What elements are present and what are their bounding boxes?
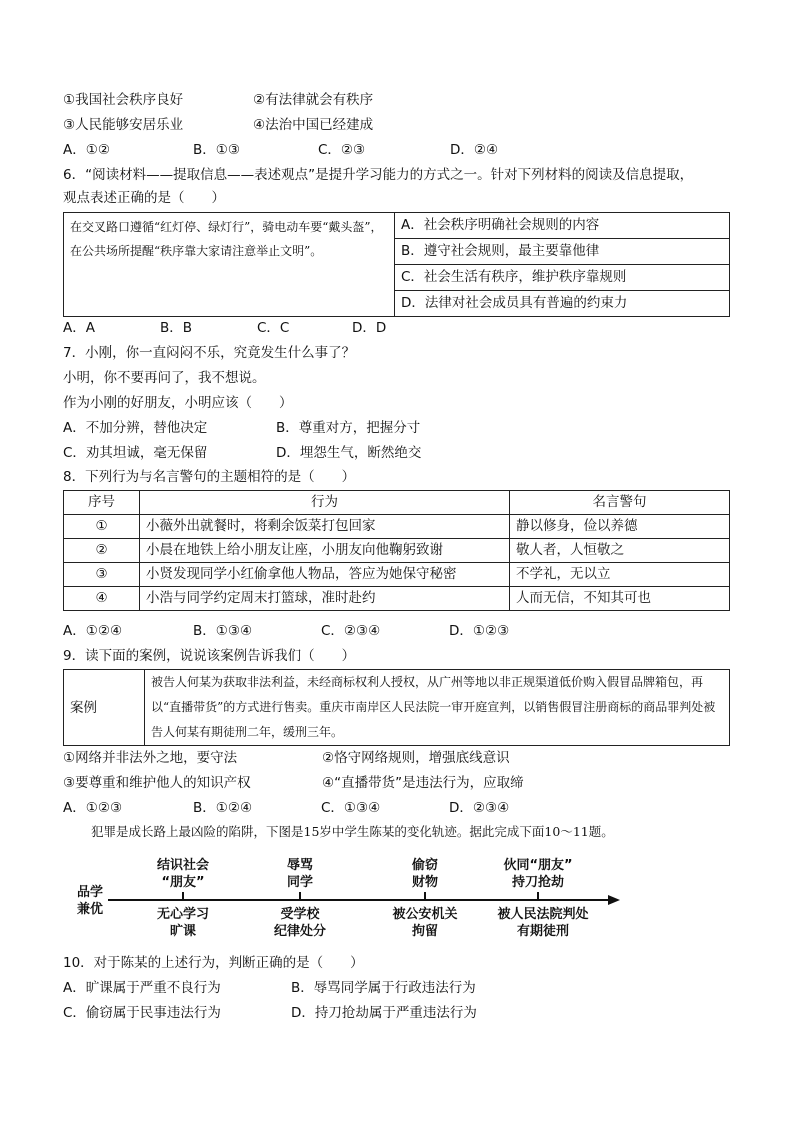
q8-header-quote: 名言警句 (510, 491, 730, 515)
timeline-bottom-4-line2: 有期徒刑 (516, 924, 569, 939)
q6-stem-line2: 观点表述正确的是（ ） (63, 190, 225, 206)
timeline-top-3 (385, 857, 465, 891)
q8-row1-behavior: 小薇外出就餐时，将剩余饭菜打包回家 (140, 515, 510, 539)
q8-row1-quote: 静以修身，俭以养德 (510, 515, 730, 539)
q7-choice-b[interactable]: B．尊重对方，把握分寸 (276, 420, 421, 436)
timeline-top-1 (133, 857, 233, 891)
q8-row3-quote: 不学礼，无以立 (510, 563, 730, 587)
q9-statement-3: ③要尊重和维护他人的知识产权 (63, 775, 251, 791)
q6-option-a: A．社会秩序明确社会规则的内容 (395, 213, 730, 239)
q6-choice-d[interactable]: D．D (352, 320, 387, 336)
timeline-top-4 (488, 857, 588, 891)
timeline-top-1-line2: “朋友” (161, 875, 205, 890)
timeline-start-line2: 兼优 (76, 902, 103, 917)
q8-stem: 8．下列行为与名言警句的主题相符的是（ ） (63, 469, 356, 485)
q5-statement-4: ④法治中国已经建成 (253, 117, 374, 133)
q6-option-c: C．社会生活有秩序，维护秩序靠规则 (395, 265, 730, 291)
q10-choice-b[interactable]: B．辱骂同学属于行政违法行为 (291, 980, 476, 996)
q9-statement-4: ④“直播带货”是违法行为，应取缔 (322, 775, 524, 791)
q9-statement-2: ②恪守网络规则，增强底线意识 (322, 750, 510, 766)
timeline-bottom-1 (133, 906, 233, 940)
timeline-bottom-1-line1: 无心学习 (156, 907, 209, 922)
q8-row1-no: ① (64, 515, 140, 539)
q6-option-b: B．遵守社会规则，最主要靠他律 (395, 239, 730, 265)
q8-row4-behavior: 小浩与同学约定周末打篮球，准时赴约 (140, 587, 510, 611)
q9-choice-c[interactable]: C．①③④ (321, 800, 381, 816)
timeline-top-4-line2: 持刀抢劫 (511, 875, 564, 890)
q8-header-behavior: 行为 (140, 491, 510, 515)
q7-choice-d[interactable]: D．埋怨生气，断然绝交 (276, 445, 422, 461)
q8-choice-c[interactable]: C．②③④ (321, 623, 381, 639)
q7-choice-c[interactable]: C．劝其坦诚，毫无保留 (63, 445, 208, 461)
q8-row4-quote: 人而无信，不知其可也 (510, 587, 730, 611)
q9-case-table (63, 669, 730, 746)
timeline-bottom-3-line2: 拘留 (411, 924, 438, 939)
timeline-intro: 犯罪是成长路上最凶险的陷阱，下图是15岁中学生陈某的变化轨迹。据此完成下面10～11题。 (91, 824, 614, 839)
q5-choice-c[interactable]: C．②③ (318, 142, 366, 158)
table-row (64, 539, 730, 563)
q8-row2-no: ② (64, 539, 140, 563)
q9-stem: 9．读下面的案例，说说该案例告诉我们（ ） (63, 648, 356, 664)
q9-choice-b[interactable]: B．①②④ (193, 800, 253, 816)
q8-row3-behavior: 小贤发现同学小红偷拿他人物品，答应为她保守秘密 (140, 563, 510, 587)
q5-statement-2: ②有法律就会有秩序 (253, 92, 374, 108)
q5-choice-d[interactable]: D．②④ (450, 142, 499, 158)
q10-choice-c[interactable]: C．偷窃属于民事违法行为 (63, 1005, 221, 1021)
q9-case-text: 被告人何某为获取非法利益，未经商标权利人授权，从广州等地以非正规渠道低价购入假冒品牌箱包，再以“直播带货”的方式进行售卖。重庆市南岸区人民法院一审开庭宣判，以销售假冒注册商标的商品罪判处被告人何某有期徒刑二年，缓刑三年。 (145, 670, 730, 746)
q7-choice-a[interactable]: A．不加分辨，替他决定 (63, 420, 208, 436)
q10-choice-a[interactable]: A．旷课属于严重不良行为 (63, 980, 221, 996)
timeline-bottom-2-line1: 受学校 (280, 907, 320, 922)
q8-table (63, 490, 730, 611)
q6-choice-b[interactable]: B．B (160, 320, 193, 336)
q9-choice-a[interactable]: A．①②③ (63, 800, 123, 816)
q9-choice-d[interactable]: D．②③④ (449, 800, 510, 816)
q6-stem-line1: 6．“阅读材料——提取信息——表述观点”是提升学习能力的方式之一。针对下列材料的阅读及信息提取， (63, 167, 694, 183)
q6-choice-a[interactable]: A．A (63, 320, 95, 336)
timeline-top-1-line1: 结识社会 (156, 858, 209, 873)
timeline-start (70, 884, 110, 918)
timeline-top-2 (260, 857, 340, 891)
q10-choice-d[interactable]: D．持刀抢劫属于严重违法行为 (291, 1005, 477, 1021)
q7-line2: 小明，你不要再问了，我不想说。 (63, 370, 266, 386)
q6-material: 在交叉路口遵循“红灯停、绿灯行”，骑电动车要“戴头盔”，在公共场所提醒“秩序靠大家请注意举止文明”。 (64, 213, 395, 317)
q10-stem: 10．对于陈某的上述行为，判断正确的是（ ） (63, 955, 364, 971)
q5-statement-1: ①我国社会秩序良好 (63, 92, 184, 108)
timeline-bottom-3-line1: 被公安机关 (392, 907, 458, 922)
q6-option-d: D．法律对社会成员具有普遍的约束力 (395, 291, 730, 317)
timeline-bottom-4 (483, 906, 603, 940)
timeline-top-3-line2: 财物 (411, 875, 438, 890)
q5-choice-a[interactable]: A．①② (63, 142, 110, 158)
q8-choice-b[interactable]: B．①③④ (193, 623, 253, 639)
timeline-bottom-1-line2: 旷课 (169, 924, 196, 939)
table-row (64, 563, 730, 587)
q7-line1: 7．小刚，你一直闷闷不乐，究竟发生什么事了？ (63, 345, 356, 361)
timeline-bottom-3 (375, 906, 475, 940)
q5-statement-3: ③人民能够安居乐业 (63, 117, 184, 133)
table-row (64, 587, 730, 611)
q8-row3-no: ③ (64, 563, 140, 587)
timeline-bottom-2-line2: 纪律处分 (273, 924, 326, 939)
timeline-bottom-2 (250, 906, 350, 940)
timeline-start-line1: 品学 (76, 885, 103, 900)
q7-line3: 作为小刚的好朋友，小明应该（ ） (63, 395, 293, 411)
timeline-top-2-line2: 同学 (286, 875, 313, 890)
q8-row2-quote: 敬人者，人恒敬之 (510, 539, 730, 563)
q9-statement-1: ①网络并非法外之地，要守法 (63, 750, 238, 766)
q5-choice-b[interactable]: B．①③ (193, 142, 240, 158)
q8-choice-a[interactable]: A．①②④ (63, 623, 123, 639)
q6-table (63, 212, 730, 317)
timeline-top-2-line1: 辱骂 (286, 858, 313, 873)
table-row (64, 515, 730, 539)
timeline-top-4-line1: 伙同“朋友” (503, 858, 573, 873)
timeline-bottom-4-line1: 被人民法院判处 (497, 907, 589, 922)
q8-choice-d[interactable]: D．①②③ (449, 623, 510, 639)
q6-choice-c[interactable]: C．C (257, 320, 290, 336)
q8-row4-no: ④ (64, 587, 140, 611)
q8-header-no: 序号 (64, 491, 140, 515)
q9-case-label: 案例 (64, 670, 145, 746)
q8-row2-behavior: 小晨在地铁上给小朋友让座，小朋友向他鞠躬致谢 (140, 539, 510, 563)
timeline-top-3-line1: 偷窃 (411, 858, 438, 873)
